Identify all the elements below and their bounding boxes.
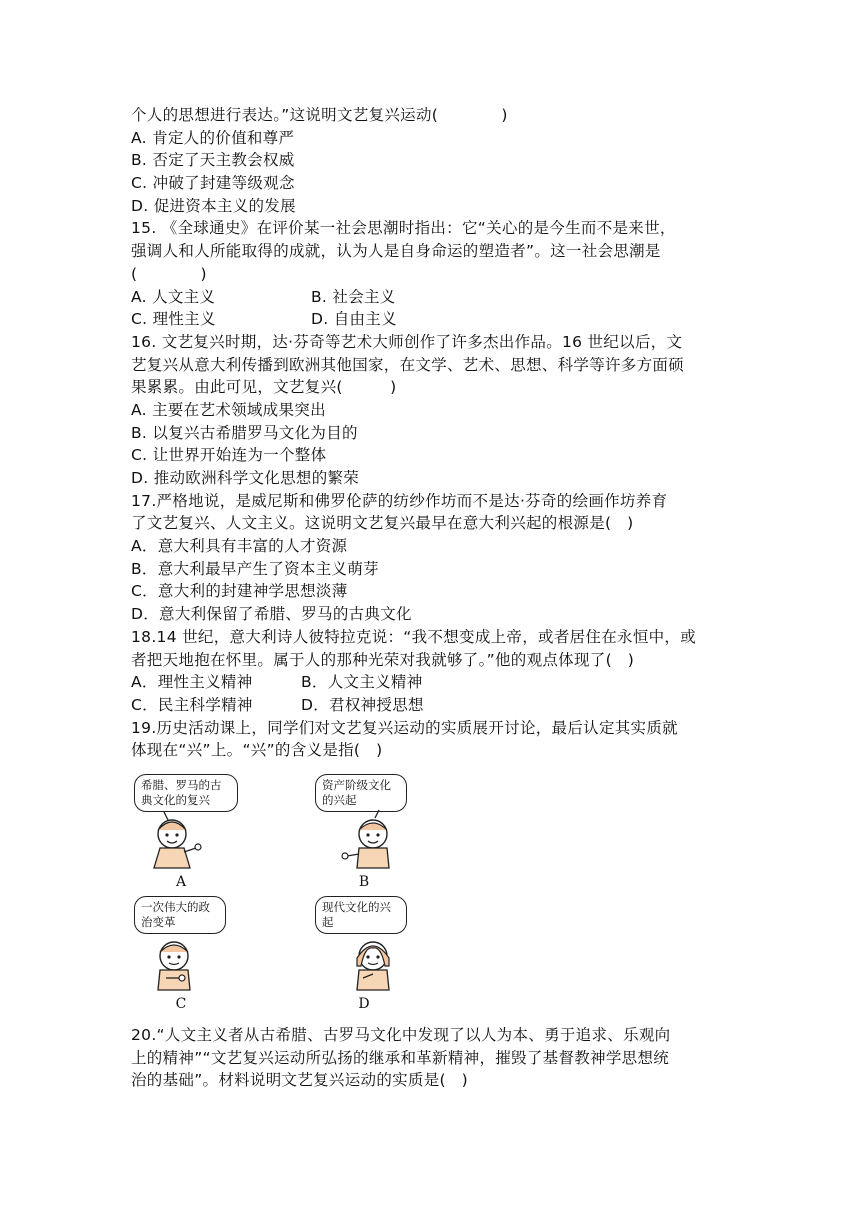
cartoon-panel-c bbox=[134, 896, 244, 1012]
option-b: B. 否定了天主教会权威 bbox=[131, 151, 295, 170]
question-stem: 了文艺复兴、人文主义。这说明文艺复兴最早在意大利兴起的根源是( ) bbox=[131, 514, 634, 533]
option-row bbox=[131, 308, 731, 331]
speech-bubble: 希腊、罗马的古典文化的复兴 bbox=[134, 774, 238, 812]
answer-blank: ( ) bbox=[131, 264, 207, 283]
panel-label: B bbox=[358, 873, 370, 890]
panel-label: A bbox=[175, 873, 187, 890]
text-line: 个人的思想进行表达。”这说明文艺复兴运动( ) bbox=[131, 106, 508, 124]
question-stem: 19.历史活动课上，同学们对文艺复兴运动的实质展开讨论，最后认定其实质就 bbox=[131, 718, 678, 737]
cartoon-panel-b bbox=[315, 774, 425, 890]
q19 bbox=[131, 717, 731, 1014]
question-stem: 16. 文艺复兴时期，达·芬奇等艺术大师创作了许多杰出作品。16 世纪以后，文 bbox=[131, 332, 683, 351]
cartoon-figure bbox=[131, 766, 731, 1014]
option-b: B. 社会主义 bbox=[311, 287, 396, 306]
option-a: A. 肯定人的价值和尊严 bbox=[131, 128, 295, 147]
option-b: B．人文主义精神 bbox=[301, 673, 423, 692]
option-a: A．意大利具有丰富的人才资源 bbox=[131, 537, 348, 556]
option-c: C. 冲破了封建等级观念 bbox=[131, 174, 295, 193]
question-stem: 者把天地抱在怀里。属于人的那种光荣对我就够了。”他的观点体现了( ) bbox=[131, 650, 635, 669]
option-b: B．意大利最早产生了资本主义萌芽 bbox=[131, 559, 379, 578]
question-stem: 上的精神”“文艺复兴运动所弘扬的继承和革新精神，摧毁了基督教神学思想统 bbox=[131, 1048, 670, 1067]
option-c: C．意大利的封建神学思想淡薄 bbox=[131, 582, 348, 601]
girl-cartoon-icon bbox=[134, 804, 244, 870]
panel-label: D bbox=[358, 995, 370, 1012]
option-d: D．君权神授思想 bbox=[301, 695, 424, 714]
speech-bubble: 现代文化的兴起 bbox=[315, 896, 407, 934]
question-stem: 15. 《全球通史》在评价某一社会思潮时指出：它“关心的是今生而不是来世， bbox=[131, 219, 676, 238]
question-stem: 18.14 世纪，意大利诗人彼特拉克说：“我不想变成上帝，或者居住在永恒中，或 bbox=[131, 627, 697, 646]
speech-bubble: 一次伟大的政治变革 bbox=[134, 896, 226, 934]
option-a: A．理性主义精神 bbox=[131, 673, 253, 692]
option-c: C．民主科学精神 bbox=[131, 695, 253, 714]
panel-label: C bbox=[175, 995, 187, 1012]
cartoon-panel-d bbox=[315, 896, 425, 1012]
speech-bubble: 资产阶级文化的兴起 bbox=[315, 774, 407, 812]
q15 bbox=[131, 217, 731, 330]
option-row bbox=[131, 671, 731, 694]
question-stem: 艺复兴从意大利传播到欧洲其他国家，在文学、艺术、思想、科学等许多方面硕 bbox=[131, 355, 685, 374]
boy-cartoon-icon bbox=[315, 804, 425, 870]
option-d: D. 推动欧洲科学文化思想的繁荣 bbox=[131, 469, 360, 487]
option-d: D. 促进资本主义的发展 bbox=[131, 196, 296, 215]
option-d: D. 自由主义 bbox=[311, 310, 397, 329]
option-a: A. 主要在艺术领域成果突出 bbox=[131, 400, 326, 419]
q16-q18 bbox=[131, 331, 731, 717]
question-stem: 治的基础”。材料说明文艺复兴运动的实质是( ) bbox=[131, 1071, 469, 1090]
boy-cartoon-icon bbox=[134, 926, 244, 992]
option-c: C. 理性主义 bbox=[131, 310, 216, 329]
q14-tail bbox=[131, 104, 731, 217]
option-d: D．意大利保留了希腊、罗马的古典文化 bbox=[131, 605, 412, 624]
question-stem: 体现在“兴”上。“兴”的含义是指( ) bbox=[131, 741, 383, 760]
question-stem: 果累累。由此可见，文艺复兴( ) bbox=[131, 378, 397, 397]
option-row bbox=[131, 286, 731, 309]
q20 bbox=[131, 1024, 731, 1092]
option-c: C. 让世界开始连为一个整体 bbox=[131, 446, 327, 465]
question-content bbox=[131, 104, 731, 1092]
option-b: B. 以复兴古希腊罗马文化为目的 bbox=[131, 423, 358, 442]
question-stem: 20.“人文主义者从古希腊、古罗马文化中发现了以人为本、勇于追求、乐观向 bbox=[131, 1025, 671, 1044]
girl-cartoon-icon bbox=[315, 926, 425, 992]
cartoon-panel-a bbox=[134, 774, 244, 890]
option-row bbox=[131, 694, 731, 717]
option-a: A. 人文主义 bbox=[131, 287, 216, 306]
question-stem: 17.严格地说，是威尼斯和佛罗伦萨的纺纱作坊而不是达·芬奇的绘画作坊养育 bbox=[131, 491, 668, 510]
question-stem: 强调人和人所能取得的成就，认为人是自身命运的塑造者”。这一社会思潮是 bbox=[131, 242, 661, 261]
